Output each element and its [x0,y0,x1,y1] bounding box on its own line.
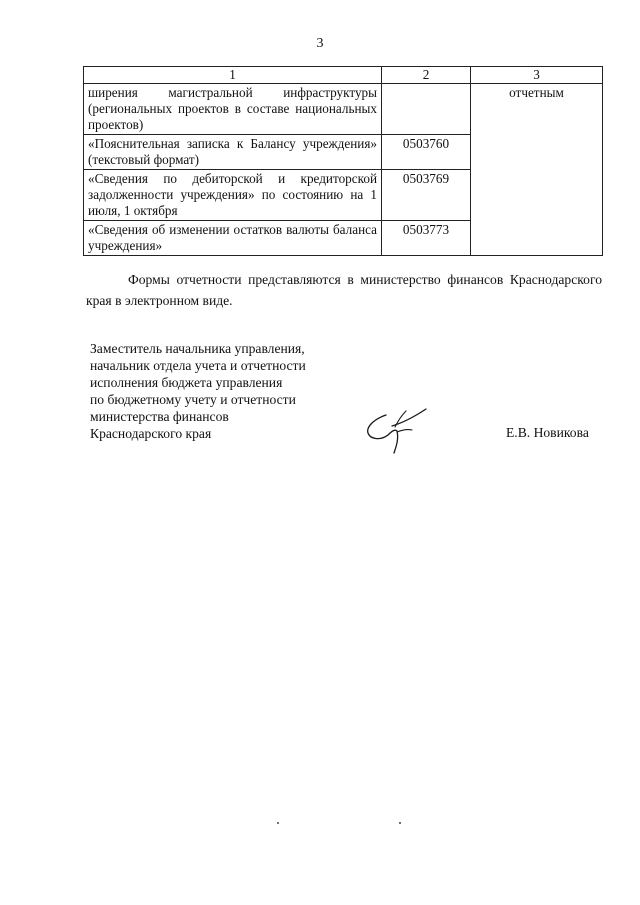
report-forms-table [83,66,603,256]
column-header: 2 [382,67,471,84]
signer-position-line: министерства финансов [90,409,229,424]
scan-dot [277,822,279,824]
signer-position-line: Заместитель начальника управления, [90,341,305,356]
column-header: 1 [84,67,382,84]
scan-dot [399,822,401,824]
form-name-cell: «Пояснительная записка к Балансу учреждения» (текстовый формат) [84,135,382,170]
submission-paragraph: Формы отчетности представляются в министерство финансов Краснодарского края в электронном виде. [86,272,602,308]
signer-position [90,340,370,442]
column-header: 3 [471,67,603,84]
form-code-cell: 0503760 [382,135,471,170]
signer-position-line: начальник отдела учета и отчетности [90,358,306,373]
form-code-cell: 0503773 [382,221,471,256]
signer-position-line: по бюджетному учету и отчетности [90,392,296,407]
signer-name: Е.В. Новикова [506,425,589,440]
signer-position-line: исполнения бюджета управления [90,375,283,390]
table-row [84,84,603,135]
handwritten-signature [362,405,432,457]
form-name-cell: «Сведения об изменении остатков валюты баланса учреждения» [84,221,382,256]
page-number: 3 [316,36,324,51]
form-code-cell: 0503769 [382,170,471,221]
table-header-row [84,67,603,84]
form-name-cell: ширения магистральной инфраструктуры (региональных проектов в составе национальных проектов) [84,84,382,135]
signer-position-line: Краснодарского края [90,426,212,441]
form-name-cell: «Сведения по дебиторской и кредиторской задолженности учреждения» по состоянию на 1 июля, 1 октября [84,170,382,221]
period-cell: отчетным [471,84,603,256]
form-code-cell [382,84,471,135]
